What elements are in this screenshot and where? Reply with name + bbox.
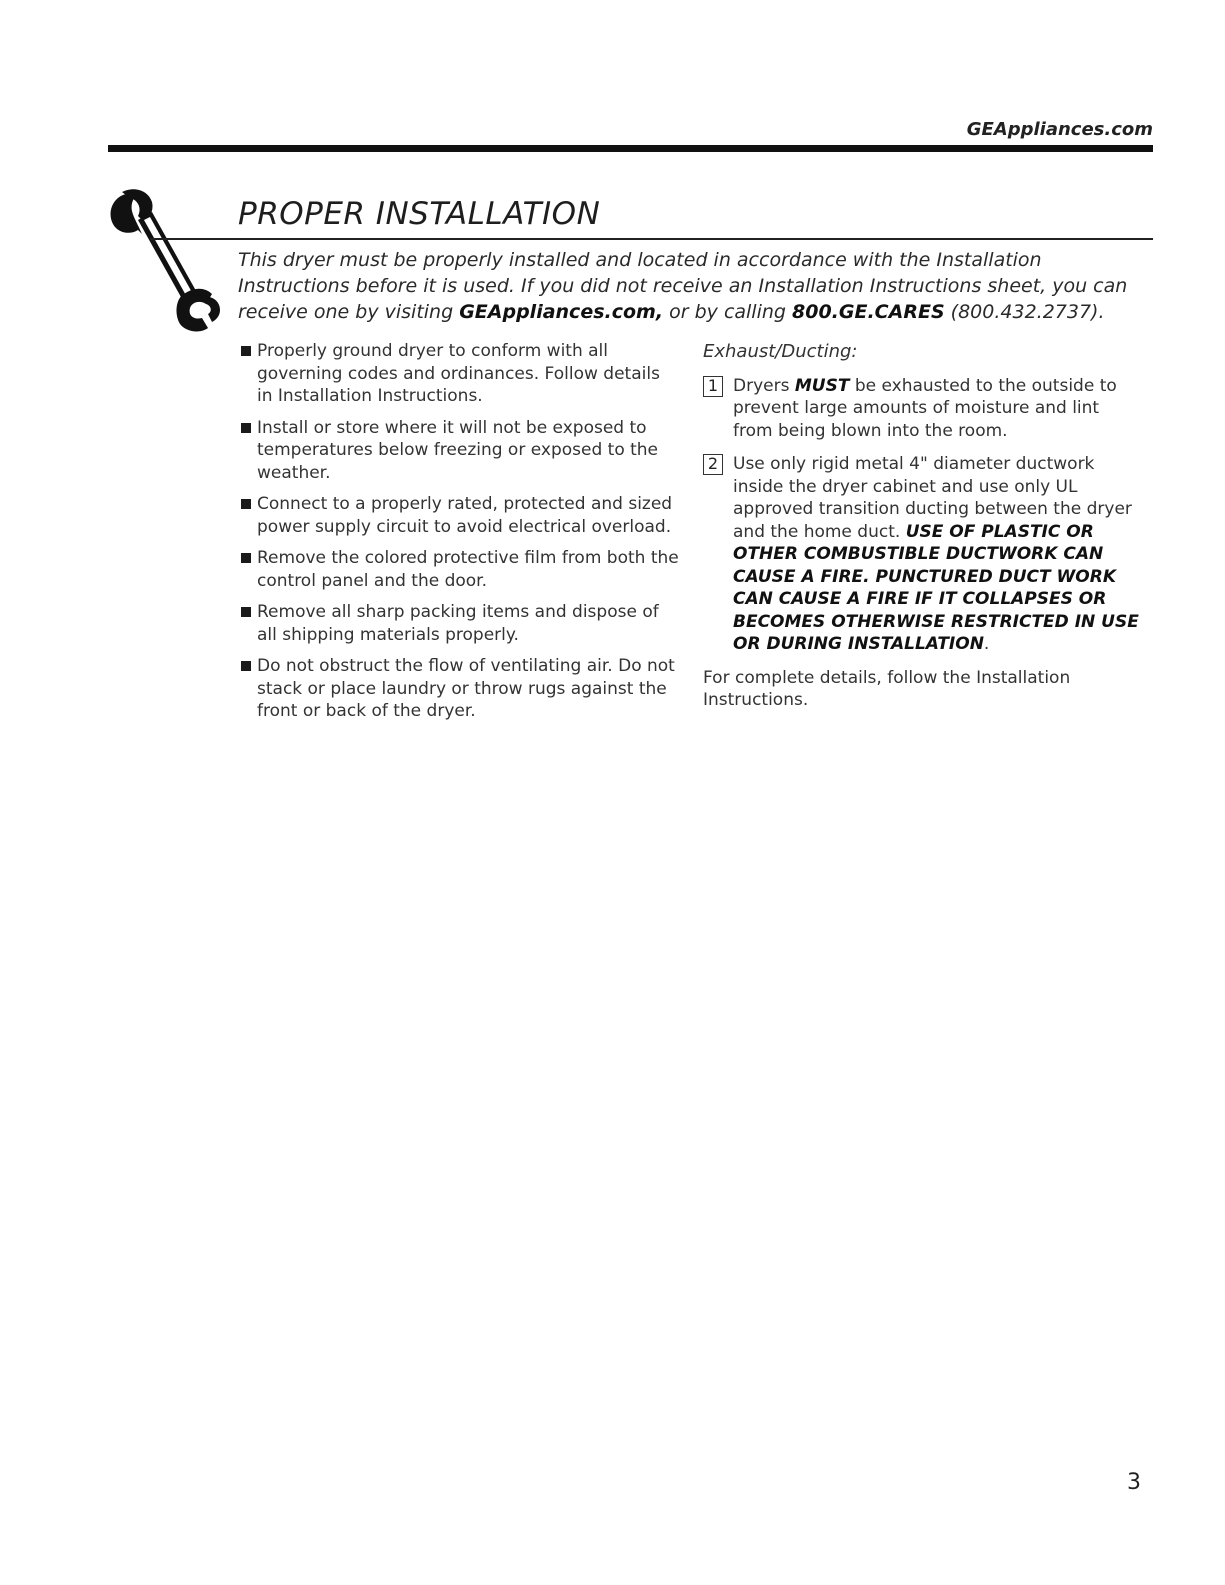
step-warning: USE OF PLASTIC OR OTHER COMBUSTIBLE DUCTWORK CAN CAUSE A FIRE. PUNCTURED DUCT WORK CAN CAUSE A FIRE IF IT COLLAPSES OR BECOMES OTHERWISE RESTRICTED IN USE OR DURING INSTALLATION [733, 521, 1139, 654]
square-bullet-icon [241, 423, 251, 433]
square-bullet-icon [241, 346, 251, 356]
header-site: GEAppliances.com [966, 119, 1153, 140]
list-item [240, 417, 680, 485]
step-text: Use only rigid metal 4" diameter ductwork inside the dryer cabinet and use only UL approved transition ducting between the dryer and the home duct. [733, 454, 1132, 542]
exhaust-heading: Exhaust/Ducting: [703, 341, 858, 362]
step-emphasis: MUST [794, 375, 850, 396]
bullet-list [240, 340, 680, 732]
list-item-text: Install or store where it will not be exposed to temperatures below freezing or exposed to the weather. [257, 417, 659, 483]
wrench-icon [104, 186, 224, 336]
exhaust-section [703, 341, 1143, 712]
step-text: . [983, 634, 990, 654]
step-number-box: 1 [703, 376, 723, 397]
exhaust-step-2 [703, 453, 1143, 656]
page-title: PROPER INSTALLATION [238, 196, 601, 232]
step-text: Dryers [733, 375, 795, 396]
list-item-text: Remove all sharp packing items and dispose of all shipping materials properly. [257, 602, 659, 645]
exhaust-footer-note: For complete details, follow the Installation Instructions. [703, 667, 1071, 710]
intro-text-1: This dryer must be properly installed and located in accordance with the Installation Instructions before it is used. If you did not receive an Installation Instructions sheet, you can receive one by visiting [238, 249, 1128, 323]
list-item [240, 601, 680, 646]
page-number: 3 [1127, 1470, 1141, 1495]
list-item-text: Connect to a properly rated, protected and sized power supply circuit to avoid electrical overload. [257, 494, 673, 537]
square-bullet-icon [241, 661, 251, 671]
list-item [240, 547, 680, 592]
title-rule [150, 238, 1153, 240]
step-number-box: 2 [703, 454, 723, 475]
step-text: be exhausted to the outside to prevent large amounts of moisture and lint from being blown into the room. [733, 375, 1117, 441]
list-item [240, 655, 680, 723]
intro-phone-number: (800.432.2737). [944, 301, 1105, 323]
intro-text-2: or by calling [663, 301, 793, 323]
intro-website: GEAppliances.com, [459, 301, 664, 323]
square-bullet-icon [241, 607, 251, 617]
intro-phone-name: 800.GE.CARES [792, 301, 945, 323]
list-item [240, 493, 680, 538]
intro-paragraph [238, 247, 1138, 325]
square-bullet-icon [241, 553, 251, 563]
exhaust-step-1 [703, 375, 1143, 443]
list-item-text: Do not obstruct the flow of ventilating air. Do not stack or place laundry or throw rugs against the front or back of the dryer. [257, 656, 675, 721]
list-item [240, 340, 680, 408]
list-item-text: Remove the colored protective film from both the control panel and the door. [257, 548, 679, 591]
list-item-text: Properly ground dryer to conform with all governing codes and ordinances. Follow details in Installation Instructions. [257, 341, 660, 406]
square-bullet-icon [241, 499, 251, 509]
header-rule [108, 145, 1153, 152]
